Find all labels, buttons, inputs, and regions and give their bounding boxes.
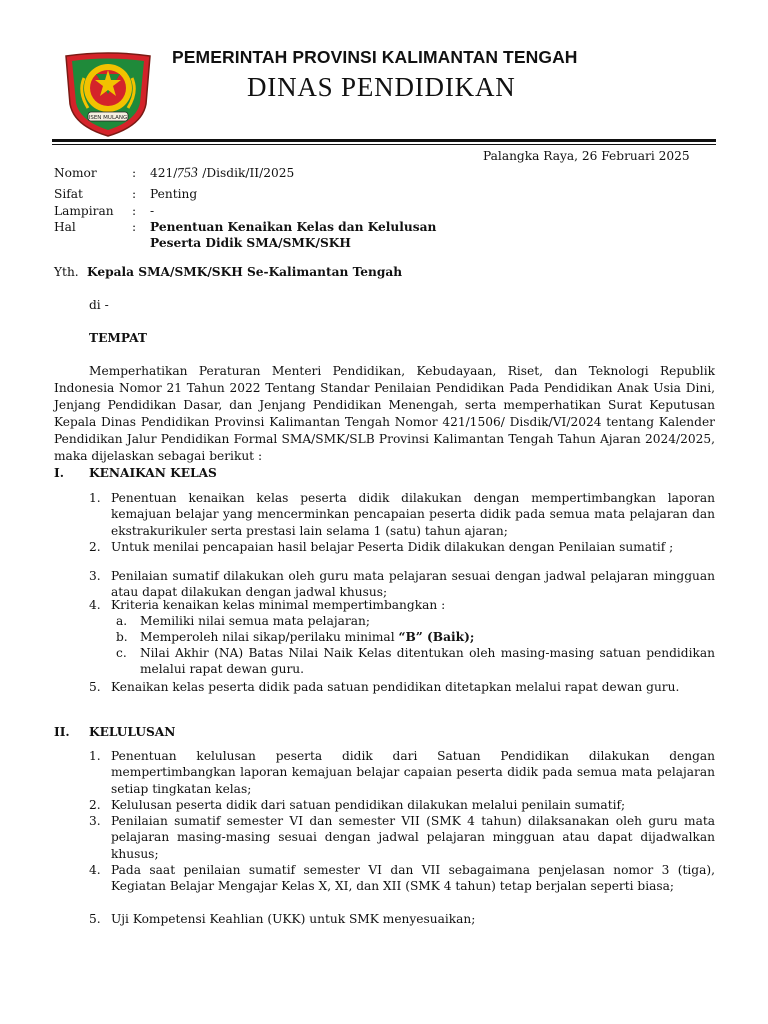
item-number: 3. bbox=[89, 569, 101, 583]
intro-paragraph bbox=[54, 363, 715, 465]
letterhead-rule-thick bbox=[52, 139, 716, 142]
sub-list-item bbox=[116, 613, 715, 629]
meta-sifat-row bbox=[54, 187, 197, 201]
item-text: Kelulusan peserta didik dari satuan pendidikan dilakukan melalui penilain sumatif; bbox=[111, 798, 626, 812]
section-2-heading bbox=[54, 725, 175, 739]
sub-item-text: Nilai Akhir (NA) Batas Nilai Naik Kelas ditentukan oleh masing-masing satuan pendidikan melalui rapat dewan guru. bbox=[140, 646, 715, 677]
letterhead-rule-thin bbox=[52, 144, 716, 145]
section-2-title: KELULUSAN bbox=[89, 725, 176, 739]
item-text: Penilaian sumatif semester VI dan semester VII (SMK 4 tahun) dilaksanakan oleh guru mata pelajaran masing-masing sesuai dengan jadwal pelajaran mingguan atau dapat dijadwalkan khusus; bbox=[111, 814, 715, 861]
nomor-suffix: /Disdik/II/2025 bbox=[198, 166, 295, 180]
item-text: Penilaian sumatif dilakukan oleh guru mata pelajaran sesuai dengan jadwal pelajaran mingguan atau dapat dilakukan dengan jadwal khusus; bbox=[111, 569, 715, 600]
hal-label: Hal bbox=[54, 220, 76, 234]
item-number: 3. bbox=[89, 814, 101, 828]
item-number: 5. bbox=[89, 912, 101, 926]
meta-hal-row bbox=[54, 220, 436, 234]
sub-item-bold-grade: “B” (Baik); bbox=[398, 630, 475, 644]
item-text: Kenaikan kelas peserta didik pada satuan pendidikan ditetapkan melalui rapat dewan guru. bbox=[111, 680, 680, 694]
colon: : bbox=[132, 166, 137, 180]
logo-motto: ISEN MULANG bbox=[88, 115, 128, 121]
provincial-emblem-logo bbox=[62, 48, 154, 138]
list-item bbox=[89, 490, 715, 539]
nomor-handwritten: 753 bbox=[176, 165, 199, 182]
item-text: Uji Kompetensi Keahlian (UKK) untuk SMK menyesuaikan; bbox=[111, 912, 476, 926]
list-item bbox=[89, 813, 715, 862]
section-1-title: KENAIKAN KELAS bbox=[89, 466, 217, 480]
section-1-number: I. bbox=[54, 466, 64, 480]
sub-list-item bbox=[116, 645, 715, 678]
list-item bbox=[89, 597, 715, 613]
addressee-di: di - bbox=[89, 298, 109, 312]
item-text: Pada saat penilaian sumatif semester VI dan VII sebagaimana penjelasan nomor 3 (tiga), Kegiatan Belajar Mengajar Kelas X, XI, dan XII (SMK 4 tahun) tetap berjalan seperti biasa; bbox=[111, 863, 715, 894]
salutation: Yth. bbox=[54, 265, 79, 279]
list-item bbox=[89, 568, 715, 601]
item-number: 2. bbox=[89, 540, 101, 554]
sub-item-letter: b. bbox=[116, 630, 128, 644]
sub-item-letter: c. bbox=[116, 646, 127, 660]
item-text: Kriteria kenaikan kelas minimal mempertimbangkan : bbox=[111, 598, 446, 612]
item-number: 4. bbox=[89, 598, 101, 612]
sub-item-letter: a. bbox=[116, 614, 128, 628]
letter-date: Palangka Raya, 26 Februari 2025 bbox=[483, 149, 690, 163]
intro-text: Memperhatikan Peraturan Menteri Pendidikan, Kebudayaan, Riset, dan Teknologi Republik Indonesia Nomor 21 Tahun 2022 Tentang Standar Penilaian Pendidikan Pada Pendidikan Anak Usia Dini, Jenjang Pendidikan Dasar, dan Jenjang Pendidikan Menengah, serta memperhatikan Surat Keputusan Kepala Dinas Pendidikan Provinsi Kalimantan Tengah Nomor 421/1506/ Disdik/VI/2024 tentang Kalender Pendidikan Jalur Pendidikan Formal SMA/SMK/SLB Provinsi Kalimantan Tengah Tahun Ajaran 2024/2025, maka dijelaskan sebagai berikut : bbox=[54, 364, 715, 463]
addressee-place: TEMPAT bbox=[89, 331, 147, 345]
item-number: 2. bbox=[89, 798, 101, 812]
sub-item-text: Memperoleh nilai sikap/perilaku minimal bbox=[140, 630, 399, 644]
sub-list-item bbox=[116, 629, 715, 645]
item-number: 5. bbox=[89, 680, 101, 694]
list-item bbox=[89, 797, 715, 813]
item-text: Penentuan kenaikan kelas peserta didik dilakukan dengan mempertimbangkan laporan kemajuan belajar yang mencerminkan pencapaian peserta didik pada semua mata pelajaran dan ekstrakurikuler serta prestasi lain selama 1 (satu) tahun ajaran; bbox=[111, 491, 715, 538]
item-number: 4. bbox=[89, 863, 101, 877]
colon: : bbox=[132, 187, 137, 201]
nomor-prefix: 421/ bbox=[150, 166, 178, 180]
list-item bbox=[89, 911, 715, 927]
addressee-name: Kepala SMA/SMK/SKH Se-Kalimantan Tengah bbox=[87, 265, 403, 279]
sifat-label: Sifat bbox=[54, 187, 83, 201]
item-text: Untuk menilai pencapaian hasil belajar Peserta Didik dilakukan dengan Penilaian sumatif ; bbox=[111, 540, 674, 554]
lampiran-value: - bbox=[150, 204, 155, 218]
hal-line-1: Penentuan Kenaikan Kelas dan Kelulusan bbox=[150, 220, 437, 234]
hal-line-2: Peserta Didik SMA/SMK/SKH bbox=[150, 236, 351, 250]
section-2-number: II. bbox=[54, 725, 70, 739]
item-number: 1. bbox=[89, 491, 101, 505]
lampiran-label: Lampiran bbox=[54, 204, 114, 218]
list-item bbox=[89, 748, 715, 797]
agency-name: DINAS PENDIDIKAN bbox=[247, 72, 516, 102]
government-name: PEMERINTAH PROVINSI KALIMANTAN TENGAH bbox=[172, 47, 578, 67]
meta-nomor-row bbox=[54, 166, 294, 182]
sifat-value: Penting bbox=[150, 187, 198, 201]
colon: : bbox=[132, 204, 137, 218]
sub-item-text: Memiliki nilai semua mata pelajaran; bbox=[140, 614, 370, 628]
item-number: 1. bbox=[89, 749, 101, 763]
list-item bbox=[89, 862, 715, 895]
nomor-label: Nomor bbox=[54, 166, 97, 180]
colon: : bbox=[132, 220, 137, 234]
addressee-line bbox=[54, 265, 402, 279]
meta-lampiran-row bbox=[54, 204, 154, 218]
list-item bbox=[89, 679, 715, 695]
section-1-heading bbox=[54, 466, 217, 480]
item-text: Penentuan kelulusan peserta didik dari Satuan Pendidikan dilakukan dengan mempertimbangkan laporan kemajuan belajar capaian peserta didik pada semua mata pelajaran setiap tingkatan kelas; bbox=[111, 749, 715, 796]
list-item bbox=[89, 539, 715, 555]
